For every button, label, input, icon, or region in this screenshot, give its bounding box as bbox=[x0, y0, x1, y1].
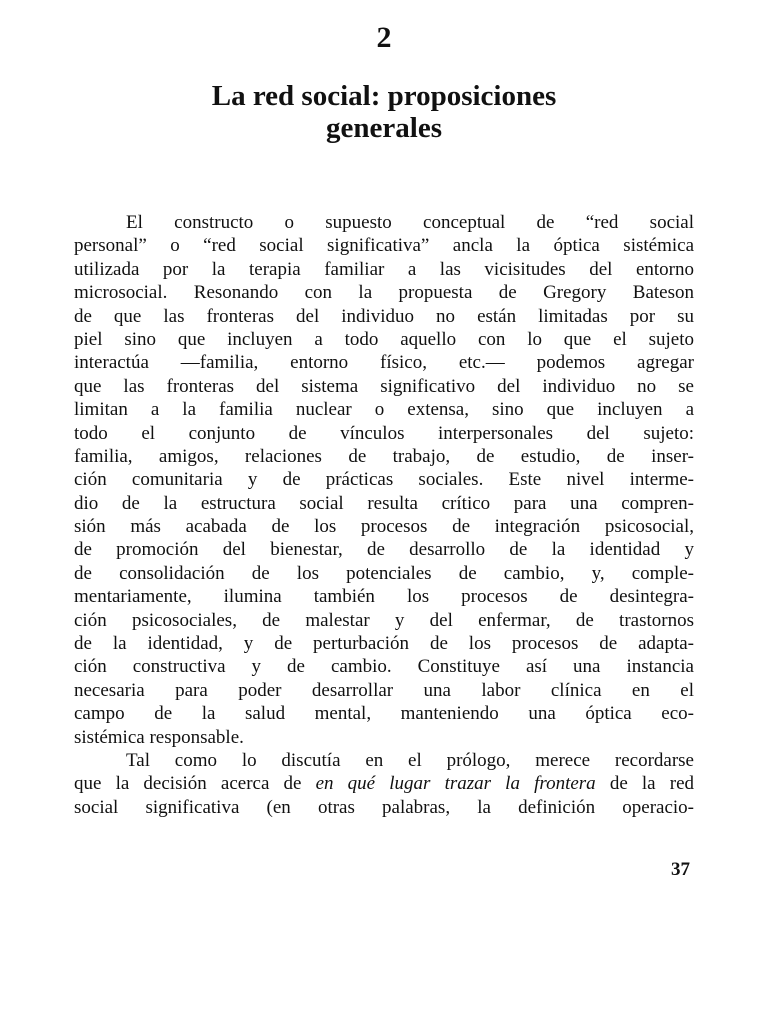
text-line: de consolidación de los potenciales de cambio, y, comple- bbox=[74, 562, 694, 584]
text-line: campo de la salud mental, manteniendo una óptica eco- bbox=[74, 703, 694, 725]
text-line: sión más acabada de los procesos de integración psicosocial, bbox=[74, 516, 694, 538]
text-run: que la decisión acerca de bbox=[74, 773, 316, 795]
text-line: de promoción del bienestar, de desarrollo de la identidad y bbox=[74, 539, 694, 561]
text-run: de la red bbox=[595, 773, 695, 795]
chapter-title-line-1: La red social: proposiciones bbox=[211, 80, 557, 112]
text-line: necesaria para poder desarrollar una labor clínica en el bbox=[74, 679, 694, 701]
page-number: 37 bbox=[671, 859, 690, 880]
chapter-title-line-2: generales bbox=[326, 112, 442, 144]
text-line: que las fronteras del sistema significativo del individuo no se bbox=[74, 375, 694, 397]
text-line: ción comunitaria y de prácticas sociales. Este nivel interme- bbox=[74, 469, 694, 491]
text-line: utilizada por la terapia familiar a las vicisitudes del entorno bbox=[74, 258, 694, 280]
text-line: piel sino que incluyen a todo aquello con lo que el sujeto bbox=[74, 328, 694, 350]
text-line: de la identidad, y de perturbación de los procesos de adapta- bbox=[74, 633, 694, 655]
text-line: sistémica responsable. bbox=[74, 726, 244, 748]
text-line: social significativa (en otras palabras, la definición operacio- bbox=[74, 796, 694, 818]
text-line: microsocial. Resonando con la propuesta de Gregory Bateson bbox=[74, 282, 694, 304]
text-line: ción psicosociales, de malestar y del enfermar, de trastornos bbox=[74, 609, 694, 631]
italic-phrase: en qué lugar trazar la frontera bbox=[315, 773, 596, 795]
text-line: de que las fronteras del individuo no están limitadas por su bbox=[74, 305, 694, 327]
text-line: personal” o “red social significativa” ancla la óptica sistémica bbox=[74, 235, 694, 257]
text-line: dio de la estructura social resulta crítico para una compren- bbox=[74, 492, 694, 514]
text-line: todo el conjunto de vínculos interpersonales del sujeto: bbox=[74, 422, 694, 444]
text-line: Tal como lo discutía en el prólogo, merece recordarse bbox=[126, 749, 694, 771]
body-text bbox=[74, 211, 694, 819]
text-line bbox=[74, 772, 694, 795]
text-line: interactúa —familia, entorno físico, etc.— podemos agregar bbox=[74, 352, 694, 374]
text-line: limitan a la familia nuclear o extensa, sino que incluyen a bbox=[74, 399, 694, 421]
chapter-title bbox=[100, 80, 668, 144]
chapter-number: 2 bbox=[376, 21, 392, 54]
text-line: El constructo o supuesto conceptual de “red social bbox=[126, 212, 694, 233]
text-line: familia, amigos, relaciones de trabajo, de estudio, de inser- bbox=[74, 445, 694, 467]
text-line: ción constructiva y de cambio. Constituye así una instancia bbox=[74, 656, 694, 678]
text-line: mentariamente, ilumina también los procesos de desintegra- bbox=[74, 586, 694, 608]
